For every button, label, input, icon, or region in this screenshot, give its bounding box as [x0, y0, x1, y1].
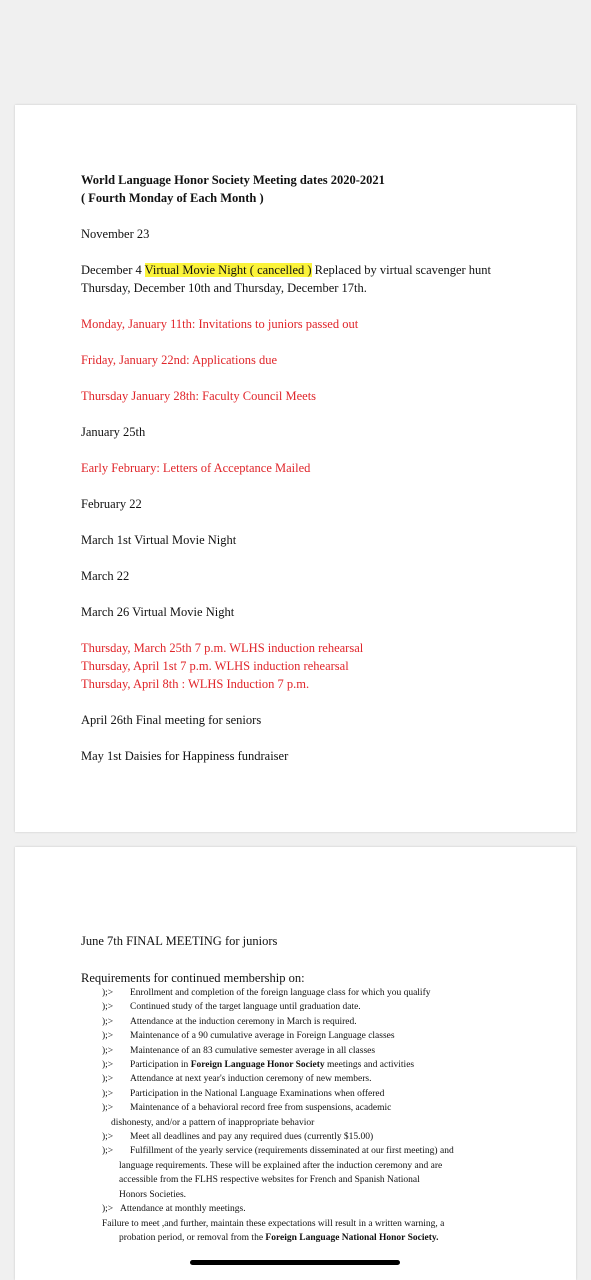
requirement-item: );> Attendance at the induction ceremony in March is required. [102, 1015, 536, 1029]
date-november-23: November 23 [81, 227, 150, 241]
date-december-4 [81, 261, 536, 279]
december-4-replacement: Replaced by virtual scavenger hunt [311, 263, 491, 277]
page-1-content [81, 171, 536, 765]
requirement-item: );> Maintenance of an 83 cumulative semester average in all classes [102, 1044, 536, 1058]
bullet-marker: );> [102, 1146, 114, 1157]
date-january-11: Monday, January 11th: Invitations to juniors passed out [81, 317, 359, 331]
requirement-item: );> Fulfillment of the yearly service (requirements disseminated at our first meeting) and language requirements. These will be explained after the induction ceremony and are accessible from the FLHS respective websites for French and Spanish National Honors Societies. [102, 1146, 454, 1200]
document-title: World Language Honor Society Meeting dates 2020-2021 [81, 173, 385, 187]
date-january-25: January 25th [81, 425, 146, 439]
bullet-marker: );> [102, 1132, 114, 1143]
requirement-item: );> Enrollment and completion of the foreign language class for which you qualify [102, 986, 536, 1000]
december-4-line-2: Thursday, December 10th and Thursday, December 17th. [81, 281, 367, 295]
date-april-1: Thursday, April 1st 7 p.m. WLHS induction rehearsal [81, 659, 349, 673]
requirement-item: );> Meet all deadlines and pay any required dues (currently $15.00) [102, 1130, 536, 1144]
date-early-february: Early February: Letters of Acceptance Mailed [81, 461, 311, 475]
bullet-marker: );> [102, 1031, 114, 1042]
requirements-heading: Requirements for continued membership on: [81, 971, 305, 985]
highlighted-cancelled-event: Virtual Movie Night ( cancelled ) [144, 263, 312, 277]
december-4-date: December 4 [81, 263, 142, 277]
bullet-marker: );> [102, 1002, 114, 1013]
date-march-22: March 22 [81, 569, 130, 583]
home-indicator[interactable] [190, 1260, 400, 1265]
date-january-28: Thursday January 28th: Faculty Council Meets [81, 389, 317, 403]
date-march-25: Thursday, March 25th 7 p.m. WLHS induction rehearsal [81, 641, 364, 655]
failure-notice: Failure to meet ,and further, maintain these expectations will result in a written warning, a probation period, or removal from the Foreign Language National Honor Society. [102, 1218, 445, 1243]
bullet-marker: );> [102, 1204, 114, 1215]
bullet-marker: );> [102, 1103, 114, 1114]
bullet-marker: );> [102, 1045, 114, 1056]
requirement-item: );> Participation in the National Language Examinations when offered [102, 1087, 536, 1101]
date-march-1: March 1st Virtual Movie Night [81, 533, 237, 547]
requirement-item: );> Participation in Foreign Language Honor Society meetings and activities [102, 1058, 536, 1072]
date-may-1: May 1st Daisies for Happiness fundraiser [81, 749, 289, 763]
page-2-content [81, 932, 536, 1245]
bullet-marker: );> [102, 1074, 114, 1085]
bullet-marker: );> [102, 988, 114, 998]
date-february-22: February 22 [81, 497, 142, 511]
requirements-list [102, 986, 536, 1217]
date-june-7: June 7th FINAL MEETING for juniors [81, 934, 278, 948]
requirement-item: );> Maintenance of a 90 cumulative average in Foreign Language classes [102, 1029, 536, 1043]
bullet-marker: );> [102, 1060, 114, 1071]
bullet-marker: );> [102, 1088, 114, 1099]
date-april-26: April 26th Final meeting for seniors [81, 713, 262, 727]
requirement-item: );> Maintenance of a behavioral record free from suspensions, academic dishonesty, and/or a pattern of inappropriate behavior [102, 1103, 392, 1128]
date-april-8: Thursday, April 8th : WLHS Induction 7 p.m. [81, 677, 310, 691]
document-subtitle: ( Fourth Monday of Each Month ) [81, 191, 264, 205]
bullet-marker: );> [102, 1016, 114, 1027]
requirement-item: );> Attendance at monthly meetings. [102, 1202, 536, 1216]
document-page-2 [15, 847, 576, 1280]
requirement-item: );> Attendance at next year's induction ceremony of new members. [102, 1072, 536, 1086]
requirement-item: );> Continued study of the target language until graduation date. [102, 1000, 536, 1014]
date-march-26: March 26 Virtual Movie Night [81, 605, 235, 619]
date-january-22: Friday, January 22nd: Applications due [81, 353, 278, 367]
document-page-1 [15, 105, 576, 832]
